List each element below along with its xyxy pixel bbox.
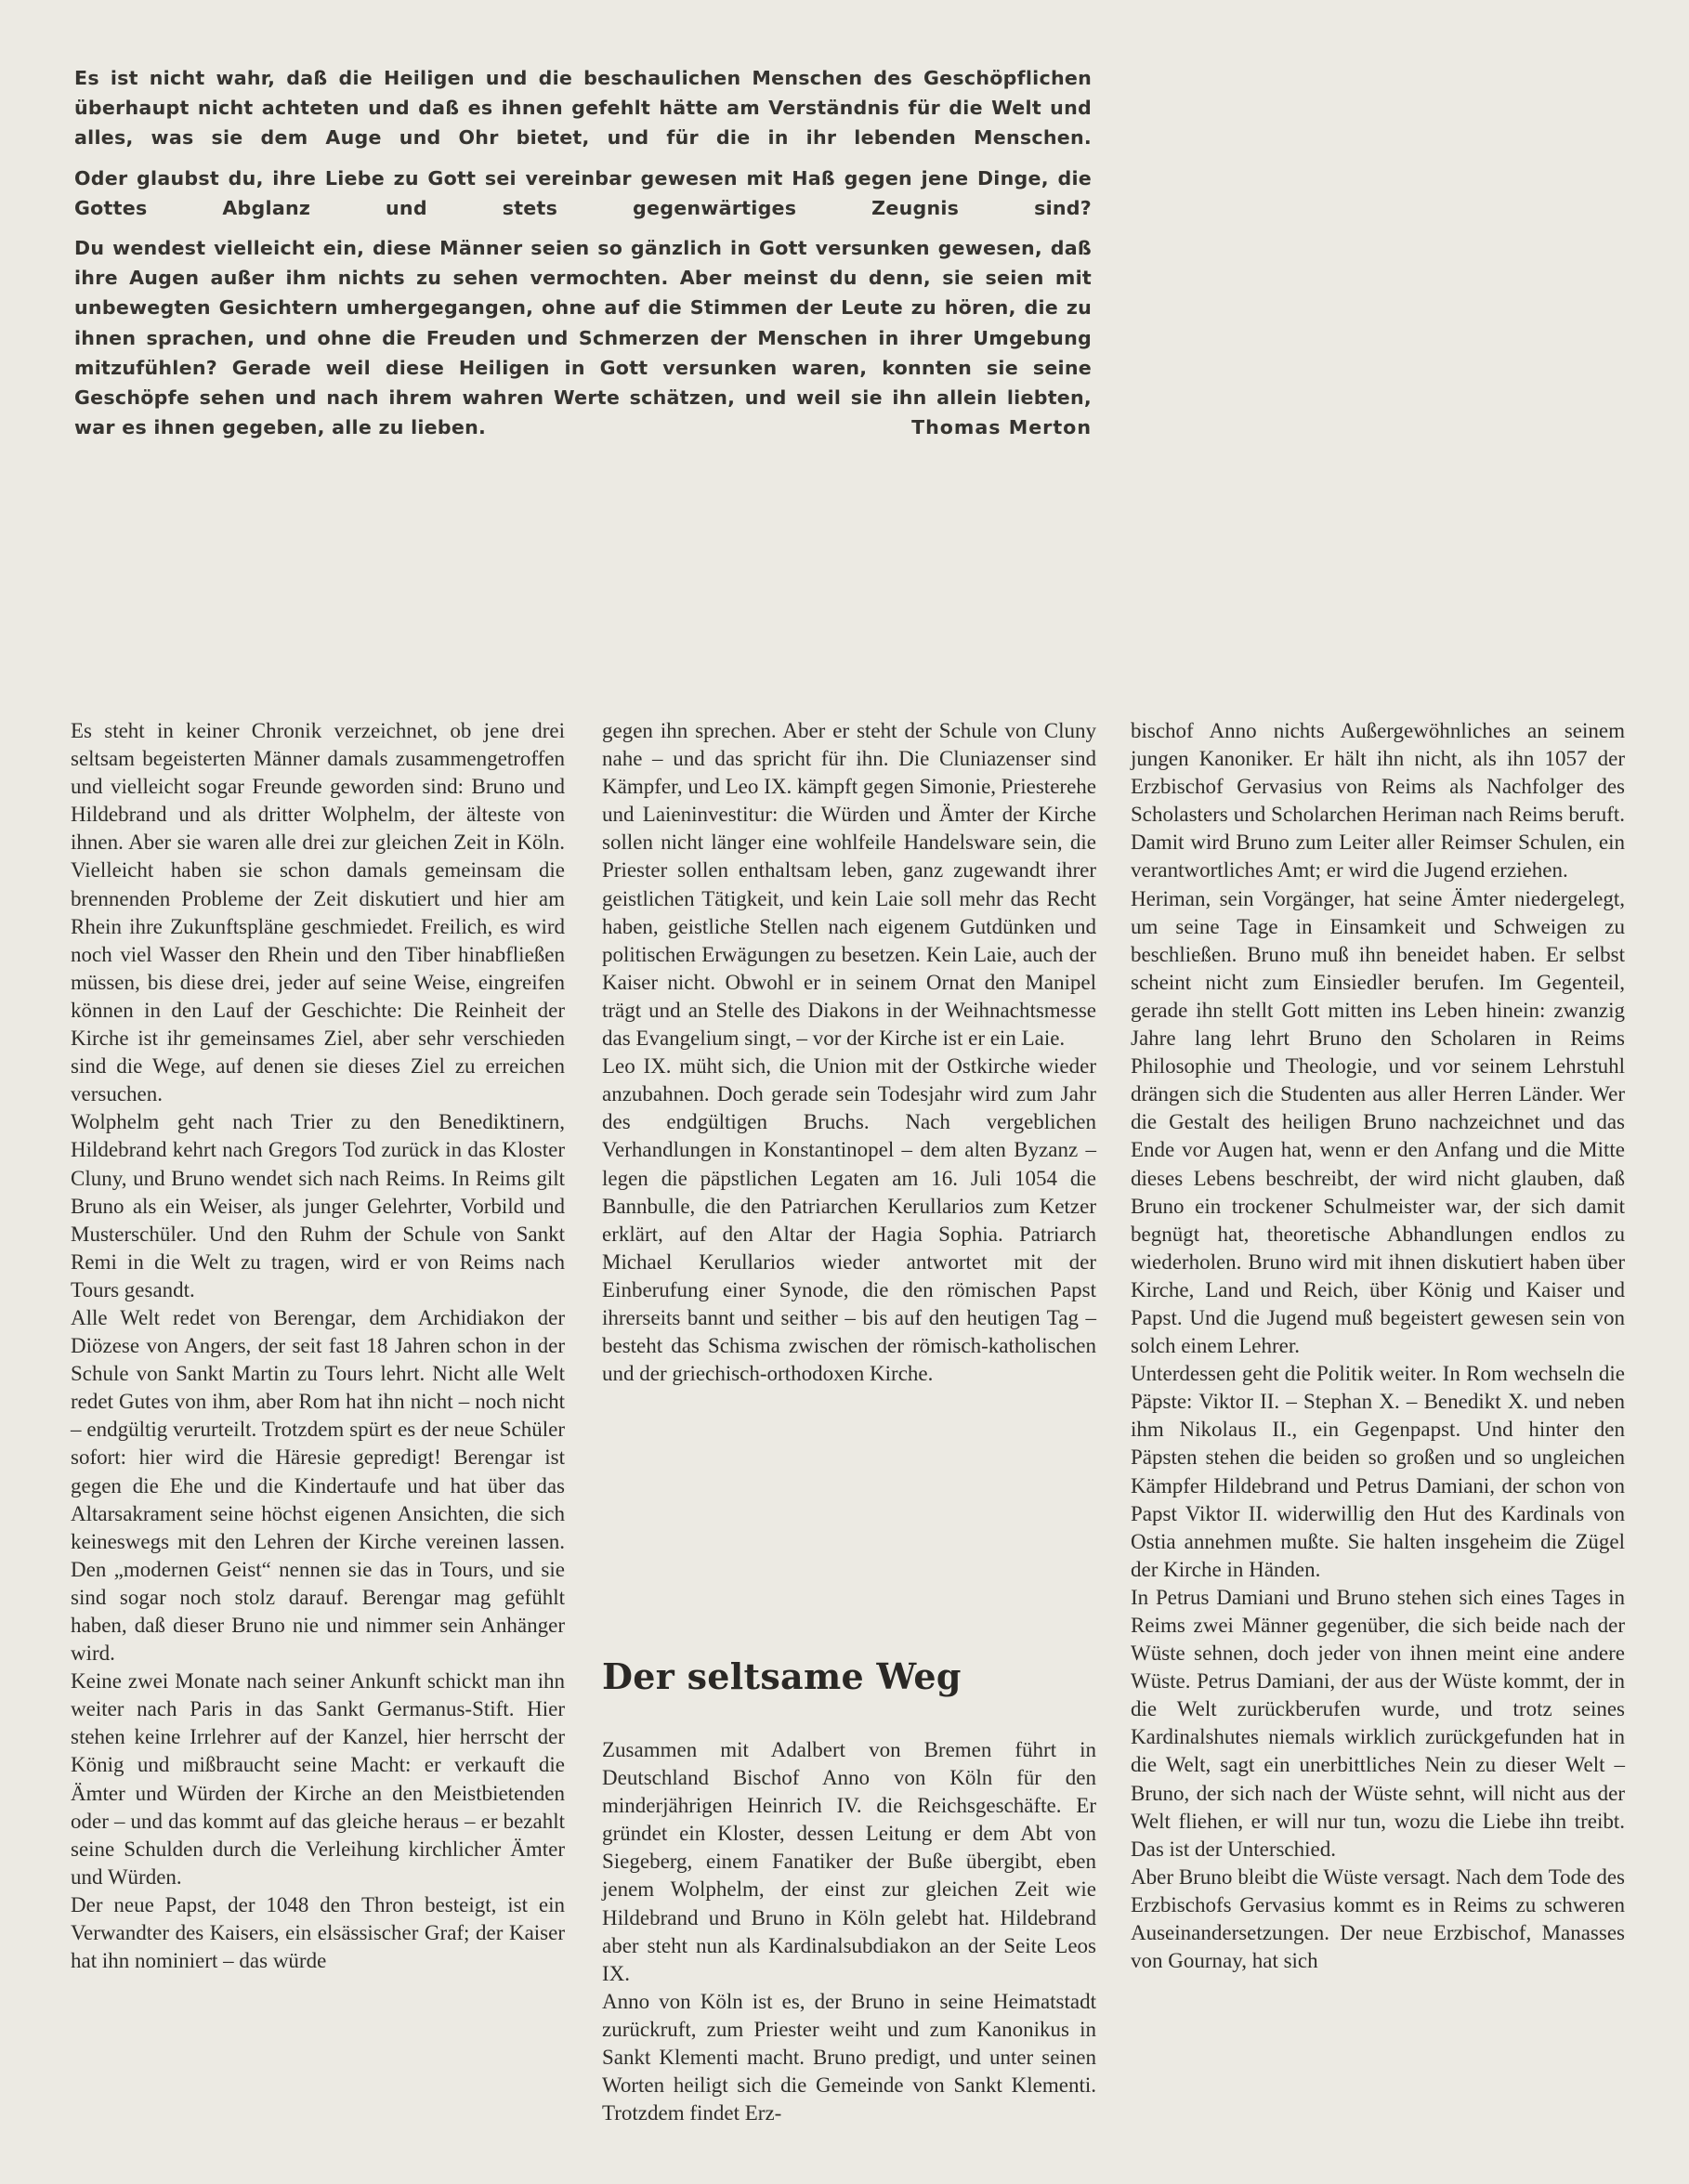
paragraph: Es steht in keiner Chronik verzeichnet, ob jene drei seltsam begeisterten Männer damals zusammengetroffen und vielleicht sogar Freunde geworden sind: Bruno und Hildebrand und als dritter Wolphelm, der älteste von ihnen. Aber sie waren alle drei zur gleichen Zeit in Köln. Vielleicht haben sie schon damals gemeinsam die brennenden Probleme der Zeit diskutiert und hier am Rhein ihre Zukunftspläne geschmiedet. Freilich, es wird noch viel Wasser den Rhein und den Tiber hinabfließen müssen, bis diese drei, jeder auf seine Weise, eingreifen können in den Lauf der Geschichte: Die Reinheit der Kirche ist ihr gemeinsames Ziel, aber sehr verschieden sind die Wege, auf denen sie dieses Ziel zu erreichen versuchen. <box>71 719 565 1106</box>
text-column-2 <box>602 717 1096 1388</box>
epigraph-quote <box>74 63 1092 452</box>
text-column-3 <box>1131 717 1625 1975</box>
paragraph: Wolphelm geht nach Trier zu den Benediktinern, Hildebrand kehrt nach Gregors Tod zurück in das Kloster Cluny, und Bruno wendet sich nach Reims. In Reims gilt Bruno als ein Weiser, als junger Gelehrter, Vorbild und Musterschüler. Und den Ruhm der Schule von Sankt Remi in die Welt zu tragen, wird er von Reims nach Tours gesandt. <box>71 1110 565 1301</box>
quote-paragraph-3-text: Du wendest vielleicht ein, diese Männer seien so gänzlich in Gott versunken gewesen, daß ihre Augen außer ihm nichts zu sehen vermochten. Aber meinst du denn, sie seien mit unbewegten Gesichtern umhergegangen, ohne auf die Stimmen der Leute zu hören, die zu ihnen sprachen, und ohne die Freuden und Schmerzen der Menschen in ihrer Umgebung mitzufühlen? Gerade weil diese Heiligen in Gott versunken waren, konnten sie seine Geschöpfe sehen und nach ihrem wahren Werte schätzen, und weil sie ihn allein liebten, war es ihnen gegeben, alle zu lieben. <box>74 237 1092 439</box>
quote-paragraph-3 <box>74 233 1092 442</box>
paragraph: Keine zwei Monate nach seiner Ankunft schickt man ihn weiter nach Paris in das Sankt Germanus-Stift. Hier stehen keine Irrlehrer auf der Kanzel, hier herrscht der König und mißbraucht seine Macht: er verkauft die Ämter und Würden der Kirche an den Meistbietenden oder – und das kommt auf das gleiche heraus – er bezahlt seine Schulden durch die Verleihung kirchlicher Ämter und Würden. <box>71 1669 565 1889</box>
text-column-1 <box>71 717 565 1975</box>
section-title: Der seltsame Weg <box>602 1655 962 1697</box>
quote-author: Thomas Merton <box>911 416 1092 439</box>
paragraph: Alle Welt redet von Berengar, dem Archidiakon der Diözese von Angers, der seit fast 18 Jahren schon in der Schule von Sankt Martin zu Tours lehrt. Nicht alle Welt redet Gutes von ihm, aber Rom hat ihn nicht – noch nicht – endgültig verurteilt. Trotzdem spürt es der neue Schüler sofort: hier wird die Häresie gepredigt! Berengar ist gegen die Ehe und die Kindertaufe und hat über das Altarsakrament seine höchst eigenen Ansichten, die sich keineswegs mit den Lehren der Kirche vereinen lassen. Den „modernen Geist“ nennen sie das in Tours, und sie sind sogar noch stolz darauf. Berengar mag gefühlt haben, daß dieser Bruno nie und nimmer sein Anhänger wird. <box>71 1305 565 1666</box>
paragraph: bischof Anno nichts Außergewöhnliches an seinem jungen Kanoniker. Er hält ihn nicht, als ihn 1057 der Erzbischof Gervasius von Reims als Nachfolger des Scholasters und Scholarchen Heriman nach Reims beruft. Damit wird Bruno zum Leiter aller Reimser Schulen, ein verantwortliches Amt; er wird die Jugend erziehen. <box>1131 719 1625 883</box>
paragraph: gegen ihn sprechen. Aber er steht der Schule von Cluny nahe – und das spricht für ihn. Die Cluniazenser sind Kämpfer, und Leo IX. kämpft gegen Simonie, Priesterehe und Laieninvestitur: die Würden und Ämter der Kirche sollen nicht länger eine wohlfeile Handelsware sein, die Priester sollen enthaltsam leben, ganz zugewandt ihrer geistlichen Tätigkeit, und kein Laie soll mehr das Recht haben, geistliche Stellen nach eigenem Gutdünken und politischen Erwägungen zu besetzen. Kein Laie, auch der Kaiser nicht. Obwohl er in seinem Ornat den Manipel trägt und an Stelle des Diakons in der Weihnachtsmesse das Evangelium singt, – vor der Kirche ist er ein Laie. <box>602 719 1096 1051</box>
quote-paragraph-1: Es ist nicht wahr, daß die Heiligen und die beschaulichen Menschen des Geschöpflichen überhaupt nicht achteten und daß es ihnen gefehlt hätte am Verständnis für die Welt und alles, was sie dem Auge und Ohr bietet, und für die in ihr lebenden Menschen. <box>74 67 1092 150</box>
paragraph: Anno von Köln ist es, der Bruno in seine Heimatstadt zurückruft, zum Priester weiht und zum Kanonikus in Sankt Klementi macht. Bruno predigt, und unter seinen Worten heiligt sich die Gemeinde von Sankt Klementi. Trotzdem findet Erz- <box>602 1989 1096 2125</box>
paragraph: Heriman, sein Vorgänger, hat seine Ämter niedergelegt, um seine Tage in Einsamkeit und Schweigen zu beschließen. Bruno muß ihn beneidet haben. Er selbst scheint nicht zum Einsiedler berufen. Im Gegenteil, gerade ihn stellt Gott mitten ins Leben hinein: zwanzig Jahre lang lehrt Bruno den Scholaren in Reims Philosophie und Theologie, und vor seinem Lehrstuhl drängen sich die Studenten aus aller Herren Länder. Wer die Gestalt des heiligen Bruno nachzeichnet und das Ende vor Augen hat, wenn er den Anfang und die Mitte dieses Lebens beschreibt, der wird nicht glauben, daß Bruno ein trockener Schulmeister war, der sich damit begnügt hat, theoretische Abhandlungen endlos zu wiederholen. Bruno wird mit ihnen diskutiert haben über Kirche, Land und Reich, über König und Kaiser und Papst. Und die Jugend muß begeistert gewesen sein von solch einem Lehrer. <box>1131 886 1625 1358</box>
paragraph: Unterdessen geht die Politik weiter. In Rom wechseln die Päpste: Viktor II. – Stephan X. – Benedikt X. und neben ihm Nikolaus II., ein Gegenpapst. Und hinter den Päpsten stehen die beiden so großen und so ungleichen Kämpfer Hildebrand und Petrus Damiani, der schon von Papst Viktor II. widerwillig den Hut des Kardinals von Ostia annehmen mußte. Sie halten insgeheim die Zügel der Kirche in Händen. <box>1131 1362 1625 1581</box>
paragraph: Der neue Papst, der 1048 den Thron besteigt, ist ein Verwandter des Kaisers, ein elsässischer Graf; der Kaiser hat ihn nominiert – das würde <box>71 1892 565 1973</box>
paragraph: In Petrus Damiani und Bruno stehen sich eines Tages in Reims zwei Männer gegenüber, die sich beide nach der Wüste sehnen, doch jeder von ihnen meint eine andere Wüste. Petrus Damiani, der aus der Wüste kommt, der in die Welt zurückberufen wurde, und trotz seines Kardinalshutes niemals wirklich zurückgefunden hat in die Welt, sagt ein unerbittliches Nein zu dieser Welt – Bruno, der sich nach der Wüste sehnt, will nicht aus der Welt fliehen, er will nur tun, wozu die Liebe ihn treibt. Das ist der Unterschied. <box>1131 1585 1625 1861</box>
paragraph: Aber Bruno bleibt die Wüste versagt. Nach dem Tode des Erzbischofs Gervasius kommt es in Reims zu schweren Auseinandersetzungen. Der neue Erzbischof, Manasses von Gournay, hat sich <box>1131 1864 1625 1973</box>
quote-paragraph-2: Oder glaubst du, ihre Liebe zu Gott sei vereinbar gewesen mit Haß gegen jene Dinge, die Gottes Abglanz und stets gegenwärtiges Zeugnis sind? <box>74 166 1092 219</box>
paragraph: Leo IX. müht sich, die Union mit der Ostkirche wieder anzubahnen. Doch gerade sein Todesjahr wird zum Jahr des endgültigen Bruchs. Nach vergeblichen Verhandlungen in Konstantinopel – dem alten Byzanz – legen die päpstlichen Legaten am 16. Juli 1054 die Bannbulle, die den Patriarchen Kerullarios zum Ketzer erklärt, auf den Altar der Hagia Sophia. Patriarch Michael Kerullarios wieder antwortet mit der Einberufung einer Synode, die den römischen Papst ihrerseits bannt und seither – bis auf den heutigen Tag – besteht das Schisma zwischen der römisch-katholischen und der griechisch-orthodoxen Kirche. <box>602 1054 1096 1386</box>
text-column-2-continued <box>602 1736 1096 2127</box>
paragraph: Zusammen mit Adalbert von Bremen führt in Deutschland Bischof Anno von Köln für den minderjährigen Heinrich IV. die Reichsgeschäfte. Er gründet ein Kloster, dessen Leitung er dem Abt von Siegeberg, einem Fanatiker der Buße übergibt, eben jenem Wolphelm, der einst zur gleichen Zeit wie Hildebrand und Bruno in Köln gelebt hat. Hildebrand aber steht nun als Kardinalsubdiakon an der Seite Leos IX. <box>602 1738 1096 1985</box>
